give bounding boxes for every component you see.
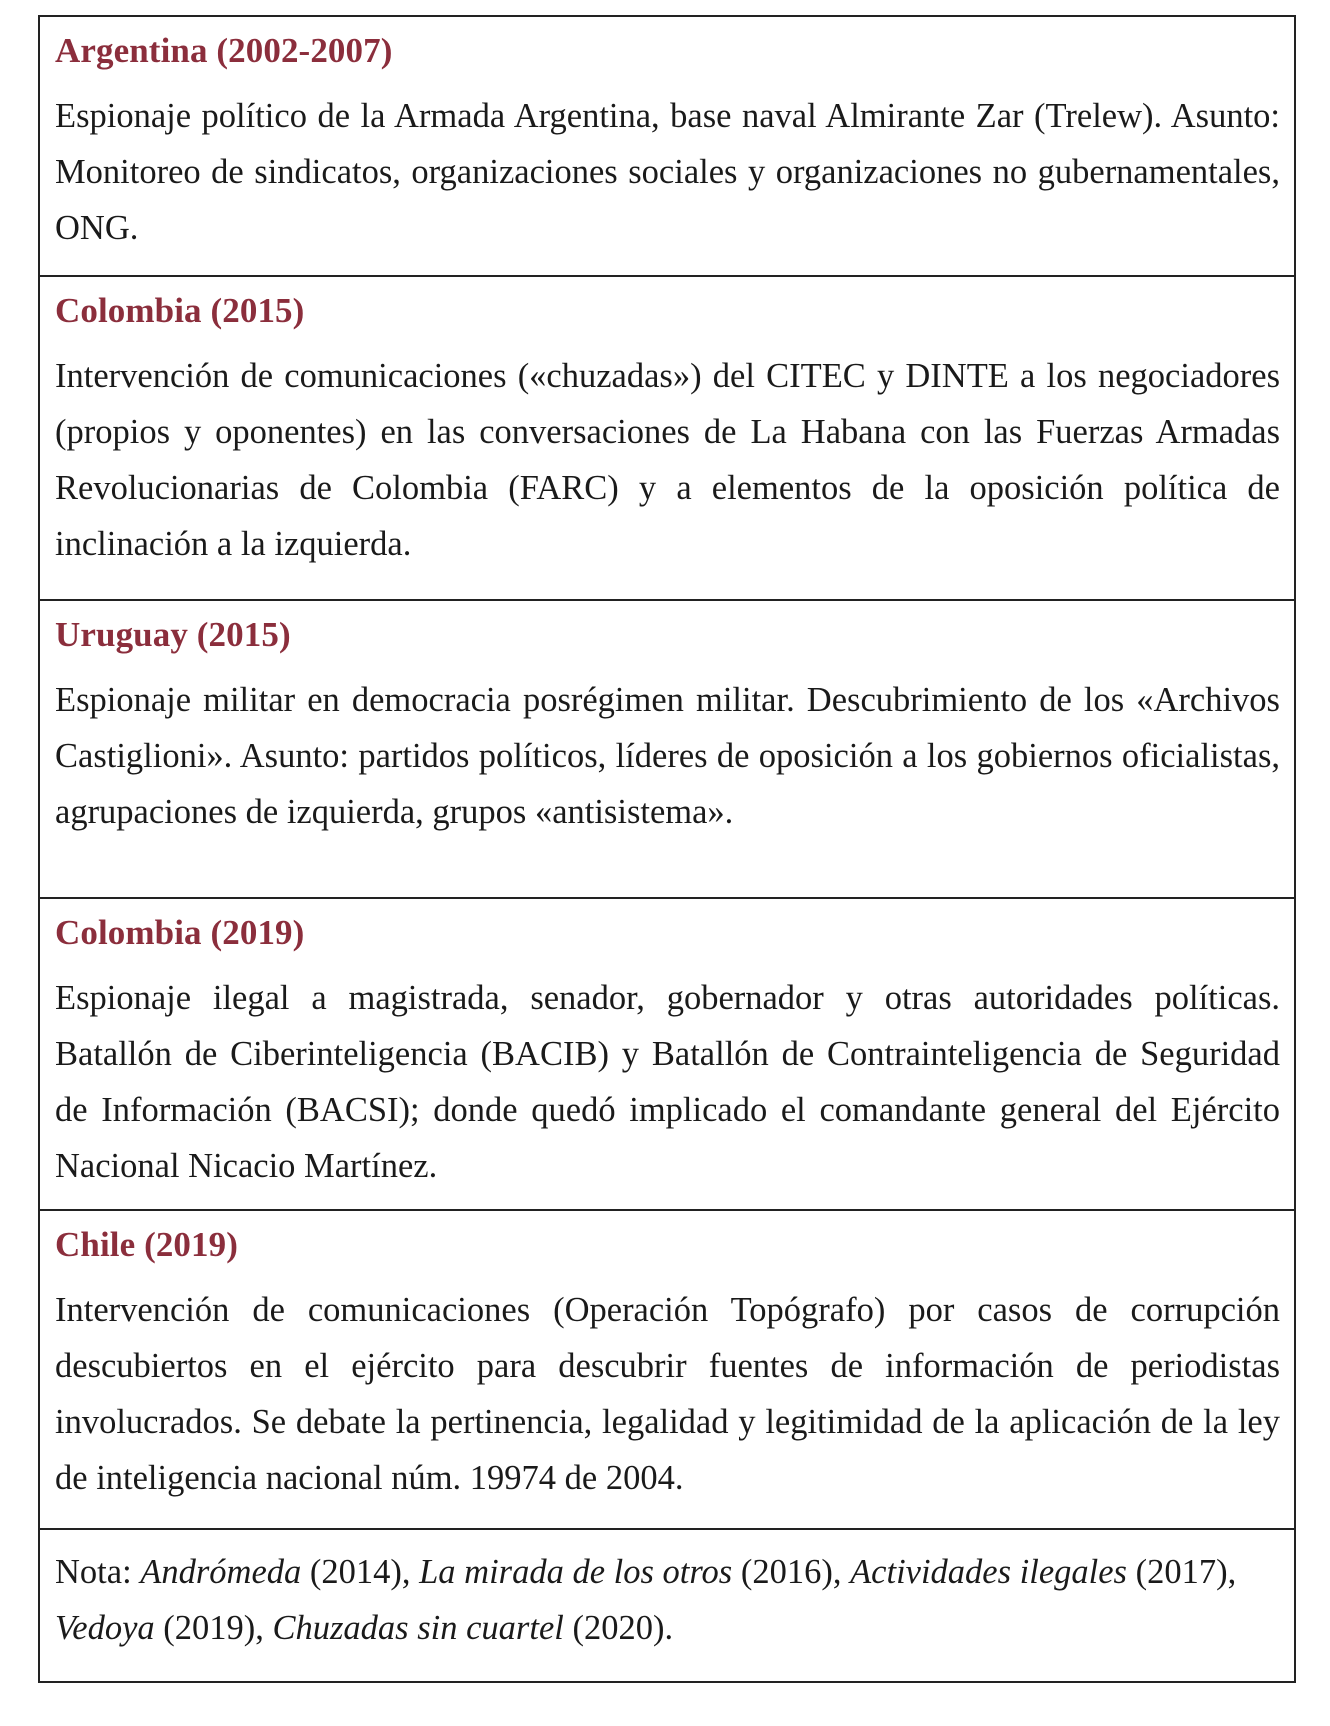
case-description: Espionaje militar en democracia posrégimen militar. Descubrimiento de los «Archivos Castiglioni». Asunto: partidos políticos, líderes de oposición a los gobiernos oficialistas, agrupaciones de izquierda, grupos «antisistema».: [55, 681, 1280, 831]
note-separator: ,: [255, 1609, 273, 1647]
case-description: Espionaje político de la Armada Argentina, base naval Almirante Zar (Trelew). Asunto: Monitoreo de sindicatos, organizaciones sociales y organizaciones no gubernamentales, ONG.: [55, 97, 1280, 247]
case-title: Chile (2019): [55, 1225, 238, 1264]
cases-table: [38, 15, 1296, 1683]
case-entry-uruguay-2015: [40, 601, 1294, 899]
note-work-year: (2019): [163, 1609, 256, 1647]
case-description: Espionaje ilegal a magistrada, senador, gobernador y otras autoridades políticas. Batallón de Ciberinteligencia (BACIB) y Batallón de Contrainteligencia de Seguridad de Información (BACSI); donde quedó implicado el comandante general del Ejército Nacional Nicacio Martínez.: [55, 979, 1280, 1185]
note-text: [55, 1544, 1280, 1656]
case-entry-colombia-2019: [40, 899, 1294, 1211]
case-title: Argentina (2002-2007): [55, 31, 393, 70]
case-description: Intervención de comunicaciones (Operación Topógrafo) por casos de corrupción descubiertos en el ejército para descubrir fuentes de información de periodistas involucrados. Se debate la pertinencia, legalidad y legitimidad de la aplicación de la ley de inteligencia nacional núm. 19974 de 2004.: [55, 1291, 1280, 1497]
note-separator: ,: [832, 1553, 851, 1591]
note-work-title: La mirada de los otros: [419, 1553, 733, 1591]
case-entry-argentina-2002: [40, 17, 1294, 277]
note-work-year: (2014): [309, 1553, 402, 1591]
source-note: [40, 1530, 1294, 1681]
note-work-title: Vedoya: [55, 1609, 155, 1647]
case-title: Colombia (2019): [55, 913, 305, 952]
note-work-year: (2017): [1135, 1553, 1228, 1591]
note-separator: .: [664, 1609, 674, 1647]
case-title: Uruguay (2015): [55, 615, 291, 654]
case-entry-chile-2019: [40, 1211, 1294, 1530]
note-work-year: (2020): [572, 1609, 665, 1647]
note-separator: ,: [1227, 1553, 1237, 1591]
note-label: Nota:: [55, 1553, 132, 1591]
note-work-title: Actividades ilegales: [850, 1553, 1127, 1591]
case-entry-colombia-2015: [40, 277, 1294, 601]
note-work-year: (2016): [740, 1553, 833, 1591]
case-description: Intervención de comunicaciones («chuzadas») del CITEC y DINTE a los negociadores (propios y oponentes) en las conversaciones de La Habana con las Fuerzas Armadas Revolucionarias de Colombia (FARC) y a elementos de la oposición política de inclinación a la izquierda.: [55, 357, 1280, 563]
note-work-title: Chuzadas sin cuartel: [272, 1609, 564, 1647]
note-work-title: Andrómeda: [140, 1553, 302, 1591]
note-separator: ,: [401, 1553, 420, 1591]
case-title: Colombia (2015): [55, 291, 305, 330]
